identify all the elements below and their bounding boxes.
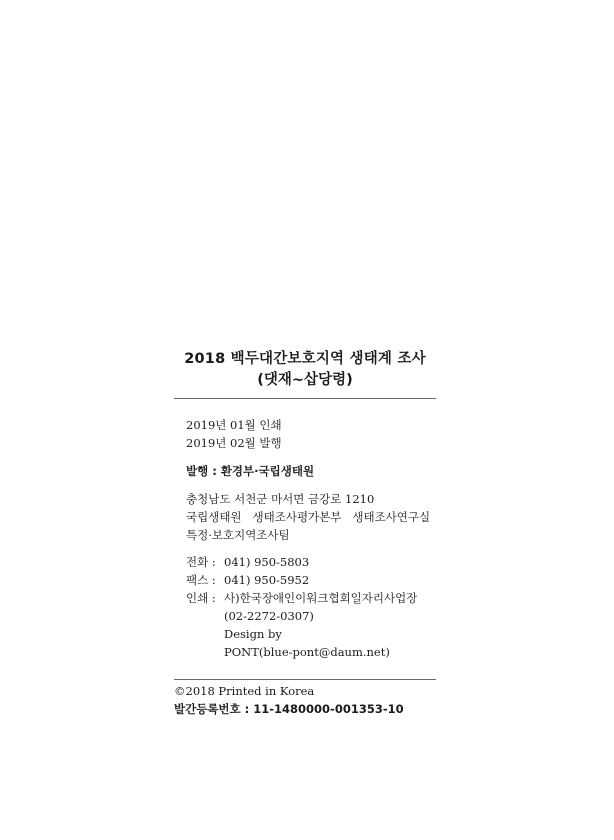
fax-row (186, 571, 436, 589)
printer-label: 인쇄 : (186, 591, 216, 605)
print-date: 2019년 01월 인쇄 (186, 418, 282, 432)
copyright: ©2018 Printed in Korea (174, 684, 315, 698)
publisher: 발행 : 환경부·국립생태원 (186, 464, 315, 478)
design-contact: PONT(blue-pont@daum.net) (224, 645, 390, 659)
fax-number: 041) 950-5952 (224, 573, 310, 587)
address-line: 충청남도 서천군 마서면 금강로 1210 (186, 492, 375, 506)
bottom-divider (174, 679, 436, 680)
printer-row (186, 589, 436, 607)
title-main: 2018 백두대간보호지역 생태계 조사 (184, 351, 426, 367)
contact-block (186, 553, 436, 661)
phone-number: 041) 950-5803 (224, 555, 310, 569)
title-subtitle: (댓재~삽당령) (257, 372, 353, 388)
print-dates (186, 416, 436, 452)
phone-label: 전화 : (186, 555, 216, 569)
publish-date: 2019년 02월 발행 (186, 436, 282, 450)
phone-row (186, 553, 436, 571)
fax-label: 팩스 : (186, 573, 216, 587)
address-block (186, 490, 436, 544)
printer-phone: (02-2272-0307) (224, 609, 314, 623)
address-line: 국립생태원 생태조사평가본부 생태조사연구실 (186, 510, 431, 524)
book-title (174, 350, 436, 389)
registration-number: 발간등록번호 : 11-1480000-001353-10 (174, 702, 404, 716)
top-divider (174, 398, 436, 399)
address-line: 특정·보호지역조사팀 (186, 528, 290, 542)
design-credit: Design by (224, 627, 282, 641)
printer-name: 사)한국장애인이워크협회일자리사업장 (224, 591, 418, 605)
